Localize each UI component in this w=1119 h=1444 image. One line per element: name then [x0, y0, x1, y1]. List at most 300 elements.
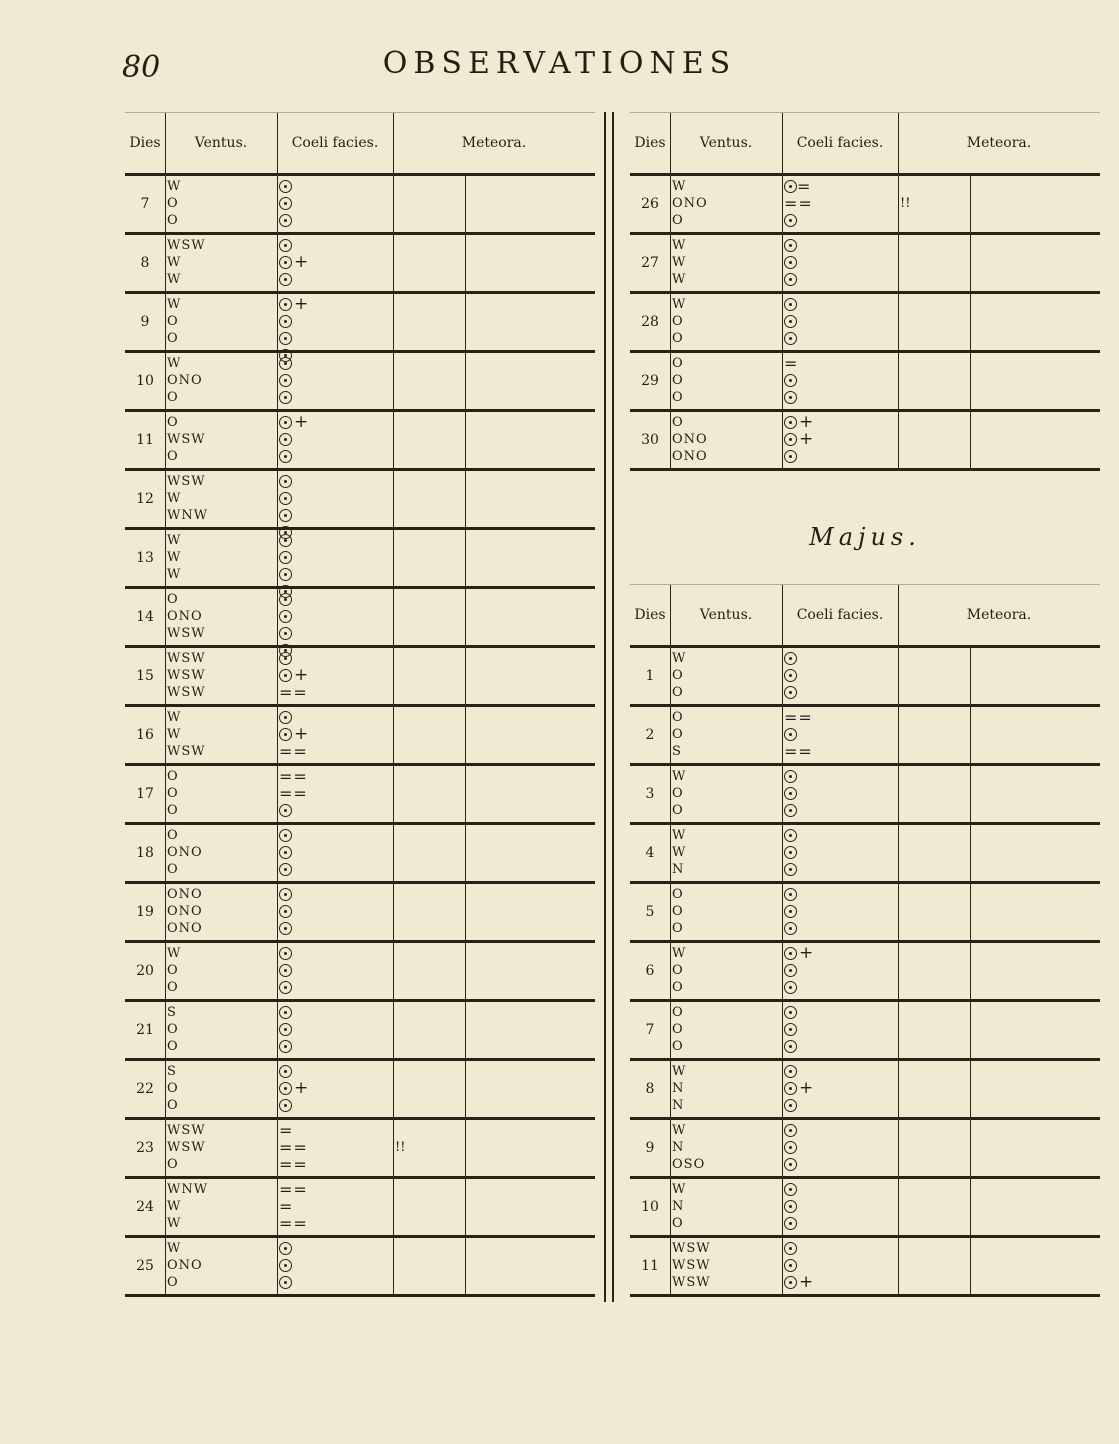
header-dies: Dies: [634, 135, 666, 151]
sun-icon: [784, 1124, 797, 1137]
header-ventus: Ventus.: [194, 135, 248, 151]
wind-readings: [672, 237, 686, 288]
sun-icon: [279, 610, 292, 623]
wind-value: ONO: [167, 609, 203, 624]
sky-symbol-line: [279, 979, 292, 996]
header-meteora: Meteora.: [966, 135, 1032, 151]
sky-symbol-line: [784, 844, 797, 861]
wind-readings: [672, 178, 708, 229]
sky-symbol-line: [784, 389, 798, 406]
sun-icon: [279, 315, 292, 328]
table-row: [125, 176, 595, 235]
sun-icon: [279, 593, 292, 606]
column-rule: [782, 113, 783, 173]
cloud-lines-icon: ==: [784, 708, 813, 727]
wind-value: WSW: [672, 1275, 711, 1290]
sky-symbol-line: [279, 684, 308, 701]
wind-readings: [167, 591, 206, 642]
wind-readings: [167, 178, 181, 229]
header-coeli: Coeli facies.: [796, 607, 884, 623]
sky-symbol-line: [279, 389, 292, 406]
sky-symbol-line: [784, 1080, 813, 1097]
column-rule: [393, 825, 394, 881]
wind-value: W: [167, 946, 182, 961]
column-rule: [393, 471, 394, 527]
wind-readings: [167, 532, 181, 583]
column-rule: [670, 585, 671, 645]
wind-readings: [672, 1122, 705, 1173]
header-coeli: Coeli facies.: [291, 135, 379, 151]
sun-icon: [279, 922, 292, 935]
sun-icon: [784, 273, 797, 286]
wind-value: O: [167, 1081, 179, 1096]
table-row: [630, 648, 1100, 707]
sun-icon: [784, 1242, 797, 1255]
column-rule: [670, 1179, 671, 1235]
column-rule: [165, 884, 166, 940]
column-rule: [165, 1120, 166, 1176]
sky-symbol-line: [279, 1156, 308, 1173]
wind-readings: [672, 296, 686, 347]
column-rule: [165, 353, 166, 409]
plus-icon: +: [294, 252, 309, 272]
sun-icon: [784, 1141, 797, 1154]
column-rule: [898, 825, 899, 881]
plus-icon: +: [294, 665, 309, 685]
sky-symbol-line: [784, 802, 797, 819]
column-rule: [165, 235, 166, 291]
sun-icon: [784, 846, 797, 859]
sun-icon: [784, 1276, 797, 1289]
day-number: 10: [136, 373, 154, 389]
column-rule: [970, 766, 971, 822]
column-rule: [393, 1002, 394, 1058]
sky-symbol-line: [784, 962, 813, 979]
column-rule: [277, 294, 278, 350]
column-rule: [970, 1061, 971, 1117]
sky-symbol-line: [784, 726, 813, 743]
column-rule: [393, 766, 394, 822]
sun-icon: [784, 888, 797, 901]
column-rule: [393, 943, 394, 999]
wind-value: S: [672, 744, 682, 759]
sky-symbol-line: [784, 827, 797, 844]
sun-icon: [784, 315, 797, 328]
column-rule: [970, 943, 971, 999]
column-rule: [898, 1238, 899, 1294]
sun-icon: [279, 1242, 292, 1255]
wind-value: W: [672, 845, 687, 860]
wind-value: O: [167, 786, 179, 801]
day-number: 21: [136, 1022, 154, 1038]
column-rule: [165, 113, 166, 173]
column-rule: [970, 353, 971, 409]
sky-symbol-line: [279, 1080, 308, 1097]
column-rule: [465, 1061, 466, 1117]
column-rule: [898, 294, 899, 350]
page-number: 80: [122, 50, 161, 85]
sky-symbols: [279, 827, 292, 878]
wind-readings: [672, 827, 686, 878]
sky-symbols: [784, 414, 813, 465]
sky-symbols: [784, 1181, 797, 1232]
column-rule: [277, 943, 278, 999]
wind-value: W: [672, 769, 687, 784]
sky-symbol-line: [279, 431, 308, 448]
column-rule: [393, 1238, 394, 1294]
wind-value: WSW: [167, 238, 206, 253]
column-rule: [898, 766, 899, 822]
sky-symbol-line: [279, 1038, 292, 1055]
sky-symbol-line: [784, 768, 797, 785]
sun-icon: [279, 888, 292, 901]
wind-value: W: [672, 1064, 687, 1079]
wind-readings: [167, 1063, 179, 1114]
column-rule: [393, 176, 394, 232]
wind-value: O: [672, 1216, 684, 1231]
sun-icon: [279, 509, 292, 522]
sky-symbol-line: [279, 1021, 292, 1038]
plus-icon: +: [799, 1078, 814, 1098]
column-rule: [670, 113, 671, 173]
column-rule: [277, 707, 278, 763]
wind-value: W: [672, 179, 687, 194]
header-ventus: Ventus.: [699, 607, 753, 623]
sun-icon: [279, 551, 292, 564]
wind-value: O: [167, 1022, 179, 1037]
column-rule: [970, 1120, 971, 1176]
sky-symbol-line: [784, 330, 797, 347]
sky-symbol-line: [784, 237, 797, 254]
day-number: 11: [136, 432, 154, 448]
sky-symbol-line: [279, 414, 308, 431]
wind-value: W: [672, 297, 687, 312]
wind-readings: [672, 650, 686, 701]
column-rule: [898, 176, 899, 232]
wind-readings: [672, 709, 684, 760]
column-rule: [670, 176, 671, 232]
column-rule: [782, 1238, 783, 1294]
wind-value: ONO: [167, 904, 203, 919]
sky-symbol-line: [279, 296, 308, 313]
column-rule: [465, 589, 466, 645]
wind-value: O: [672, 213, 684, 228]
table-row: [630, 825, 1100, 884]
wind-readings: [167, 1004, 179, 1055]
column-rule: [165, 1002, 166, 1058]
sky-symbol-line: [279, 448, 308, 465]
sun-icon: [279, 391, 292, 404]
table-row: [125, 589, 595, 648]
column-rule: [165, 707, 166, 763]
wind-value: O: [167, 415, 179, 430]
wind-readings: [167, 768, 179, 819]
wind-value: N: [672, 1098, 685, 1113]
column-rule: [670, 1120, 671, 1176]
column-rule: [465, 353, 466, 409]
sky-symbols: [279, 1181, 308, 1232]
table-row: [125, 1061, 595, 1120]
sky-symbol-line: [279, 1122, 308, 1139]
sky-symbols: [784, 768, 797, 819]
sky-symbol-line: [784, 431, 813, 448]
wind-value: WSW: [167, 685, 206, 700]
table-row: [125, 1238, 595, 1297]
wind-value: W: [167, 491, 182, 506]
sky-symbol-line: [279, 1215, 308, 1232]
column-rule: [165, 412, 166, 468]
wind-value: O: [167, 449, 179, 464]
sun-icon: [279, 239, 292, 252]
sky-symbol-line: [784, 1240, 813, 1257]
table-row: [630, 412, 1100, 471]
sky-symbols: [279, 355, 292, 406]
table-row: [125, 943, 595, 1002]
sky-symbol-line: [784, 979, 813, 996]
meteora-value: !!: [395, 1140, 406, 1155]
sky-symbol-line: [784, 1198, 797, 1215]
sky-symbols: [784, 945, 813, 996]
sun-icon: [784, 1259, 797, 1272]
table-row: [125, 648, 595, 707]
column-rule: [670, 766, 671, 822]
column-rule: [277, 235, 278, 291]
column-divider: [604, 112, 614, 1302]
sky-symbol-line: [784, 1215, 797, 1232]
column-rule: [970, 648, 971, 704]
sky-symbol-line: [784, 271, 797, 288]
sun-icon: [784, 1040, 797, 1053]
wind-value: WSW: [167, 744, 206, 759]
sky-symbol-line: [279, 1240, 292, 1257]
sun-icon: [279, 1006, 292, 1019]
wind-value: O: [672, 373, 684, 388]
sky-symbols: [279, 1240, 292, 1291]
column-rule: [970, 412, 971, 468]
wind-readings: [672, 886, 684, 937]
table-row: [630, 1179, 1100, 1238]
sky-symbol-line: [279, 254, 308, 271]
table-row: [630, 176, 1100, 235]
day-number: 2: [645, 727, 655, 743]
sun-icon: [279, 1023, 292, 1036]
table-row: [630, 235, 1100, 294]
wind-readings: [167, 709, 206, 760]
table-header: [630, 584, 1100, 648]
column-rule: [393, 235, 394, 291]
column-rule: [277, 412, 278, 468]
cloud-lines-icon: ==: [279, 742, 308, 761]
sky-symbol-line: [279, 566, 292, 583]
wind-value: O: [672, 685, 684, 700]
sky-symbol-line: [279, 1181, 308, 1198]
sky-symbol-line: [279, 313, 308, 330]
sun-icon: [784, 433, 797, 446]
column-rule: [898, 1120, 899, 1176]
column-rule: [393, 412, 394, 468]
sun-icon: [784, 728, 797, 741]
day-number: 18: [136, 845, 154, 861]
wind-value: O: [672, 710, 684, 725]
column-rule: [165, 1179, 166, 1235]
wind-value: W: [167, 550, 182, 565]
column-rule: [165, 294, 166, 350]
column-rule: [898, 1002, 899, 1058]
sky-symbol-line: [279, 271, 308, 288]
sky-symbol-line: [784, 1139, 797, 1156]
sky-symbols: [279, 945, 292, 996]
table-row: [125, 1002, 595, 1061]
sky-symbol-line: [279, 920, 292, 937]
wind-value: W: [672, 1182, 687, 1197]
sky-symbol-line: [279, 1139, 308, 1156]
wind-value: ONO: [672, 449, 708, 464]
sky-symbols: [279, 768, 308, 819]
sun-icon: [279, 1065, 292, 1078]
wind-value: WSW: [167, 1140, 206, 1155]
wind-value: O: [672, 727, 684, 742]
wind-value: O: [672, 415, 684, 430]
column-rule: [165, 943, 166, 999]
sun-icon: [279, 273, 292, 286]
sky-symbols: [784, 886, 797, 937]
sun-icon: [279, 947, 292, 960]
column-rule: [393, 707, 394, 763]
sky-symbol-line: [784, 1021, 797, 1038]
plus-icon: +: [294, 294, 309, 314]
header-ventus: Ventus.: [699, 135, 753, 151]
column-rule: [670, 1061, 671, 1117]
table-row: [630, 1061, 1100, 1120]
day-number: 11: [641, 1258, 659, 1274]
sun-icon: [784, 787, 797, 800]
sky-symbol-line: [279, 861, 292, 878]
sky-symbol-line: [784, 1122, 797, 1139]
table-row: [125, 766, 595, 825]
wind-value: O: [672, 786, 684, 801]
sun-icon: [784, 450, 797, 463]
sky-symbol-line: [279, 667, 308, 684]
sky-symbol-line: [279, 212, 292, 229]
cloud-lines-icon: ==: [279, 683, 308, 702]
day-number: 25: [136, 1258, 154, 1274]
wind-value: W: [167, 255, 182, 270]
sky-symbol-line: [784, 861, 797, 878]
table-row: [125, 294, 595, 353]
sky-symbol-line: [279, 473, 292, 490]
column-rule: [465, 235, 466, 291]
table-row: [125, 471, 595, 530]
cloud-lines-icon: ==: [279, 1138, 308, 1157]
wind-value: W: [167, 1199, 182, 1214]
wind-value: W: [672, 651, 687, 666]
column-rule: [277, 589, 278, 645]
sun-icon: [279, 374, 292, 387]
sky-symbol-line: [279, 1097, 308, 1114]
column-rule: [165, 1238, 166, 1294]
sun-icon: [279, 450, 292, 463]
sun-icon: [784, 981, 797, 994]
sky-symbols: [784, 1004, 797, 1055]
sun-icon: [784, 1217, 797, 1230]
sky-symbol-line: [279, 1257, 292, 1274]
sky-symbol-line: [784, 212, 813, 229]
sun-icon: [279, 964, 292, 977]
wind-value: O: [672, 1005, 684, 1020]
plus-icon: +: [799, 429, 814, 449]
sky-symbols: [784, 1063, 813, 1114]
day-number: 30: [641, 432, 659, 448]
sun-icon: [784, 770, 797, 783]
cloud-lines-icon: ==: [279, 1180, 308, 1199]
table-row: [630, 353, 1100, 412]
sky-symbols: [784, 709, 813, 760]
sun-icon: [279, 905, 292, 918]
column-rule: [670, 235, 671, 291]
column-rule: [393, 648, 394, 704]
column-rule: [782, 943, 783, 999]
sun-icon: [279, 711, 292, 724]
wind-value: WNW: [167, 508, 209, 523]
column-rule: [393, 113, 394, 173]
wind-value: WSW: [167, 626, 206, 641]
wind-value: W: [167, 567, 182, 582]
wind-value: O: [167, 803, 179, 818]
day-number: 10: [641, 1199, 659, 1215]
sky-symbol-line: [279, 827, 292, 844]
sun-icon: [784, 829, 797, 842]
day-number: 20: [136, 963, 154, 979]
sky-symbols: [279, 886, 292, 937]
wind-readings: [672, 945, 686, 996]
sky-symbol-line: [784, 254, 797, 271]
column-rule: [782, 294, 783, 350]
wind-value: W: [167, 297, 182, 312]
sun-icon: [279, 652, 292, 665]
plus-icon: +: [294, 412, 309, 432]
column-rule: [670, 1002, 671, 1058]
plus-icon: +: [799, 943, 814, 963]
wind-value: W: [672, 238, 687, 253]
column-rule: [898, 648, 899, 704]
column-rule: [970, 884, 971, 940]
sun-icon: [279, 1040, 292, 1053]
wind-readings: [167, 473, 208, 524]
column-rule: [165, 176, 166, 232]
wind-value: W: [672, 1123, 687, 1138]
wind-value: ONO: [167, 1258, 203, 1273]
wind-value: O: [167, 314, 179, 329]
sky-symbol-line: [279, 844, 292, 861]
sun-icon: [784, 1183, 797, 1196]
sky-symbols: [784, 178, 813, 229]
sky-symbol-line: [279, 195, 292, 212]
column-rule: [465, 1002, 466, 1058]
wind-readings: [167, 827, 203, 878]
column-rule: [277, 648, 278, 704]
day-number: 16: [136, 727, 154, 743]
wind-value: ONO: [167, 887, 203, 902]
sky-symbol-line: [279, 178, 292, 195]
sky-symbol-line: [784, 1097, 813, 1114]
wind-value: W: [167, 1241, 182, 1256]
day-number: 22: [136, 1081, 154, 1097]
wind-value: N: [672, 862, 685, 877]
column-rule: [970, 1238, 971, 1294]
wind-value: ONO: [672, 432, 708, 447]
day-number: 13: [136, 550, 154, 566]
wind-readings: [167, 296, 181, 347]
